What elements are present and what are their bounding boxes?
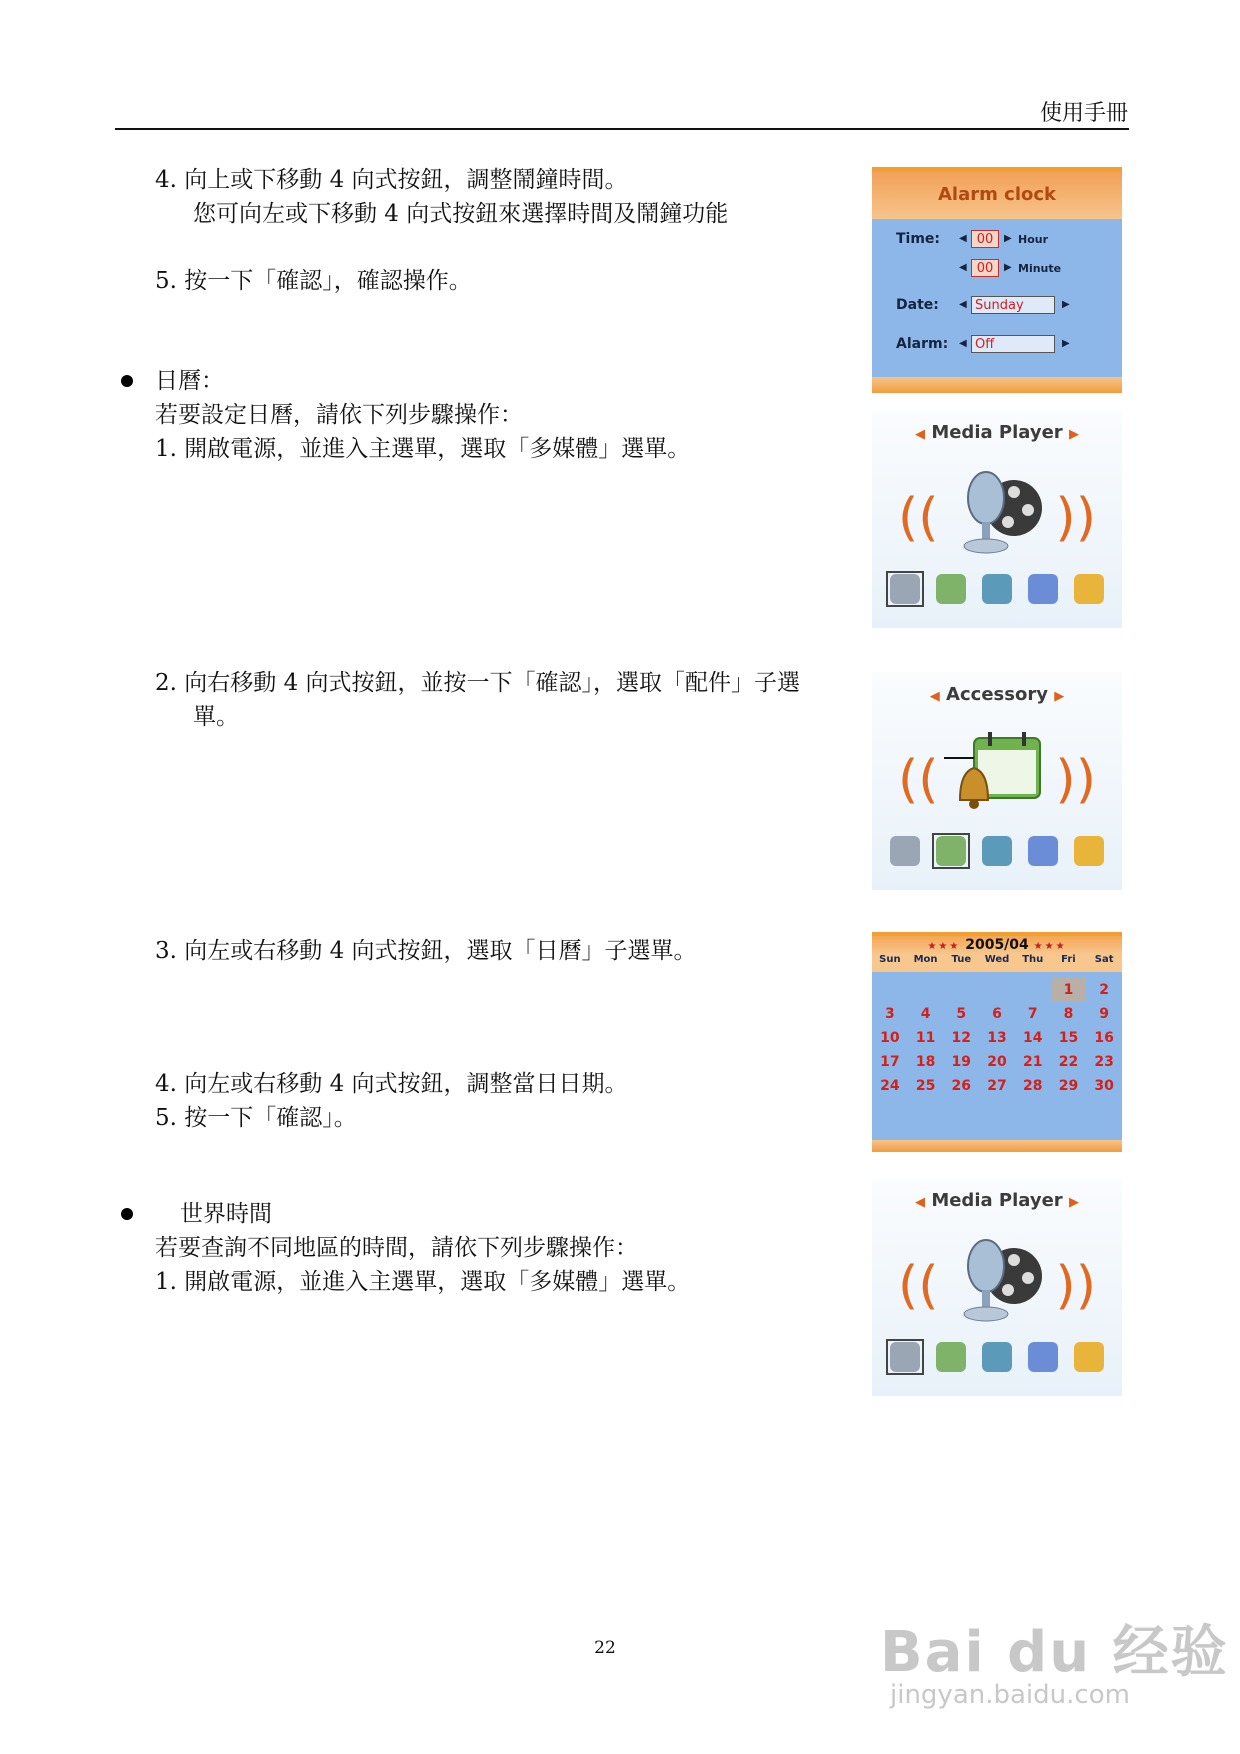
calendar-day: 28 <box>1022 1078 1043 1094</box>
weekday-header-row <box>872 954 1122 972</box>
calendar-day <box>872 978 908 1002</box>
alarm-label: Alarm: <box>896 336 949 352</box>
calendar-day: 11 <box>915 1030 936 1046</box>
media-player-title-row <box>872 422 1122 443</box>
calendar-day: 30 <box>1094 1078 1114 1094</box>
calendar-day: 5 <box>956 1006 967 1022</box>
calendar-day: 13 <box>987 1030 1007 1046</box>
alarm-step-4-line-2: 您可向左或下移動 4 向式按鈕來選擇時間及鬧鐘功能 <box>193 201 729 227</box>
bullet-calendar <box>121 375 133 387</box>
menu-icon-row <box>886 836 1108 872</box>
calendar-day <box>943 978 979 1002</box>
calendar-step-1: 1. 開啟電源，並進入主選單，選取「多媒體」選單。 <box>155 436 691 462</box>
calendar-day: 24 <box>880 1078 900 1094</box>
star-decoration-right: ★★★ <box>1033 941 1067 952</box>
calendar-week-row <box>872 1026 1122 1050</box>
calendar-week-row <box>872 1002 1122 1026</box>
date-left-arrow-icon: ◀ <box>959 299 967 310</box>
calendar-day: 29 <box>1058 1078 1079 1094</box>
calendar-day: 18 <box>915 1054 936 1070</box>
menu-icon-row <box>886 574 1108 610</box>
calendar-week-row <box>872 1074 1122 1098</box>
media-mini-icon <box>890 836 920 866</box>
weekday-label: Mon <box>913 954 938 965</box>
calendar-day: 7 <box>1027 1006 1038 1022</box>
calendar-mini-icon <box>936 1342 966 1372</box>
calendar-day: 15 <box>1058 1030 1079 1046</box>
calendar-month-title: 2005/04 <box>965 937 1029 953</box>
calendar-intro: 若要設定日曆，請依下列步驟操作： <box>155 402 523 428</box>
media-mini-icon <box>890 574 920 604</box>
watermark-url: jingyan.baidu.com <box>890 1680 1130 1710</box>
right-arrow-icon: ▶ <box>1054 689 1065 704</box>
page-number: 22 <box>594 1638 616 1658</box>
menu-icon-row <box>886 1342 1108 1378</box>
calendar-day: 9 <box>1099 1006 1110 1022</box>
calendar-step-5: 5. 按一下「確認」。 <box>155 1105 357 1131</box>
bullet-world-time <box>121 1208 133 1220</box>
time-label: Time: <box>896 231 941 247</box>
weekday-label: Wed <box>984 954 1010 965</box>
left-arrow-icon: ◀ <box>929 689 940 704</box>
calendar-day: 27 <box>987 1078 1007 1094</box>
media-player-title: Media Player <box>931 422 1063 443</box>
calendar-step-2-line-2: 單。 <box>193 704 239 730</box>
baidu-watermark <box>880 1608 1229 1710</box>
calendar-day-grid <box>872 978 1122 1098</box>
alarm-field: Off <box>971 335 1055 353</box>
calendar-day: 1 <box>1051 978 1087 1002</box>
calendar-heading: 日曆： <box>155 368 224 394</box>
calendar-day: 4 <box>920 1006 931 1022</box>
header-divider <box>115 128 1129 130</box>
right-paren-decoration: )) <box>1055 750 1096 810</box>
media-player-screenshot-2 <box>872 1178 1122 1396</box>
calendar-header <box>872 932 1122 954</box>
settings-mini-icon <box>1074 1342 1104 1372</box>
weekday-label: Sat <box>1094 954 1114 965</box>
calendar-day: 2 <box>1099 982 1110 998</box>
alarm-clock-screenshot <box>872 167 1122 393</box>
minute-right-arrow-icon: ▶ <box>1004 262 1012 273</box>
media-mini-icon <box>890 1342 920 1372</box>
date-field: Sunday <box>971 296 1055 314</box>
calendar-day: 12 <box>951 1030 972 1046</box>
minute-unit-label: Minute <box>1018 262 1062 275</box>
settings-mini-icon <box>1074 836 1104 866</box>
calendar-day: 6 <box>992 1006 1002 1022</box>
left-arrow-icon: ◀ <box>915 427 926 442</box>
left-paren-decoration: (( <box>898 1256 939 1316</box>
calendar-day: 14 <box>1022 1030 1043 1046</box>
calendar-week-row <box>872 1050 1122 1074</box>
game-mini-icon <box>1028 574 1058 604</box>
minute-field: 00 <box>971 259 999 277</box>
calendar-day <box>979 978 1015 1002</box>
weekday-label: Sun <box>879 954 901 965</box>
calendar-day: 17 <box>880 1054 900 1070</box>
calendar-step-4: 4. 向左或右移動 4 向式按鈕，調整當日日期。 <box>155 1071 628 1097</box>
calendar-mini-icon <box>936 836 966 866</box>
hour-left-arrow-icon: ◀ <box>959 233 967 244</box>
game-mini-icon <box>1028 836 1058 866</box>
media-player-title-row <box>872 1190 1122 1211</box>
hour-right-arrow-icon: ▶ <box>1004 233 1012 244</box>
calendar-day <box>908 978 944 1002</box>
microphone-film-icon <box>950 1228 1050 1328</box>
photo-mini-icon <box>982 574 1012 604</box>
calendar-day: 3 <box>884 1006 895 1022</box>
weekday-label: Thu <box>1022 954 1044 965</box>
media-player-title: Media Player <box>931 1190 1063 1211</box>
accessory-title-row <box>872 684 1122 705</box>
media-player-screenshot-1 <box>872 410 1122 628</box>
right-arrow-icon: ▶ <box>1068 1195 1079 1210</box>
watermark-brand: Bai du 经验 <box>880 1620 1229 1685</box>
calendar-day: 16 <box>1094 1030 1114 1046</box>
left-paren-decoration: (( <box>898 750 939 810</box>
accessory-screenshot <box>872 672 1122 890</box>
minute-left-arrow-icon: ◀ <box>959 262 967 273</box>
weekday-label: Fri <box>1061 954 1076 965</box>
world-time-intro: 若要查詢不同地區的時間，請依下列步驟操作： <box>155 1235 638 1261</box>
calendar-day: 22 <box>1058 1054 1079 1070</box>
right-arrow-icon: ▶ <box>1068 427 1079 442</box>
world-time-heading: 世界時間 <box>180 1201 272 1227</box>
right-paren-decoration: )) <box>1055 1256 1096 1316</box>
date-label: Date: <box>896 297 939 313</box>
calendar-step-3: 3. 向左或右移動 4 向式按鈕，選取「日曆」子選單。 <box>155 938 697 964</box>
calendar-mini-icon <box>936 574 966 604</box>
calendar-day: 10 <box>880 1030 900 1046</box>
calendar-day: 21 <box>1022 1054 1043 1070</box>
alarm-screen-title: Alarm clock <box>872 167 1122 219</box>
calendar-week-row <box>872 978 1122 1002</box>
microphone-film-icon <box>950 460 1050 560</box>
settings-mini-icon <box>1074 574 1104 604</box>
weekday-label: Tue <box>951 954 972 965</box>
calendar-day: 23 <box>1094 1054 1114 1070</box>
left-paren-decoration: (( <box>898 488 939 548</box>
alarm-step-5: 5. 按一下「確認」，確認操作。 <box>155 268 472 294</box>
document-header-title: 使用手冊 <box>1039 101 1128 126</box>
photo-mini-icon <box>982 836 1012 866</box>
right-paren-decoration: )) <box>1055 488 1096 548</box>
calendar-screenshot <box>872 932 1122 1152</box>
calendar-day: 26 <box>951 1078 972 1094</box>
alarm-left-arrow-icon: ◀ <box>959 338 967 349</box>
calendar-day: 25 <box>915 1078 936 1094</box>
calendar-day: 20 <box>987 1054 1007 1070</box>
calendar-step-2-line-1: 2. 向右移動 4 向式按鈕，並按一下「確認」，選取「配件」子選 <box>155 670 801 696</box>
calendar-footer-bar <box>872 1140 1122 1152</box>
calendar-day <box>1015 978 1051 1002</box>
accessory-title: Accessory <box>946 684 1048 705</box>
calendar-day: 19 <box>951 1054 972 1070</box>
photo-mini-icon <box>982 1342 1012 1372</box>
date-right-arrow-icon: ▶ <box>1062 299 1070 310</box>
alarm-right-arrow-icon: ▶ <box>1062 338 1070 349</box>
alarm-screen-footer-bar <box>872 377 1122 393</box>
left-arrow-icon: ◀ <box>915 1195 926 1210</box>
star-decoration-left: ★★★ <box>927 941 961 952</box>
hour-field: 00 <box>971 230 999 248</box>
hour-unit-label: Hour <box>1018 233 1049 246</box>
game-mini-icon <box>1028 1342 1058 1372</box>
alarm-step-4-line-1: 4. 向上或下移動 4 向式按鈕，調整鬧鐘時間。 <box>155 167 628 193</box>
world-time-step-1: 1. 開啟電源，並進入主選單，選取「多媒體」選單。 <box>155 1269 691 1295</box>
calendar-bell-icon <box>944 728 1054 818</box>
calendar-day: 8 <box>1063 1006 1074 1022</box>
